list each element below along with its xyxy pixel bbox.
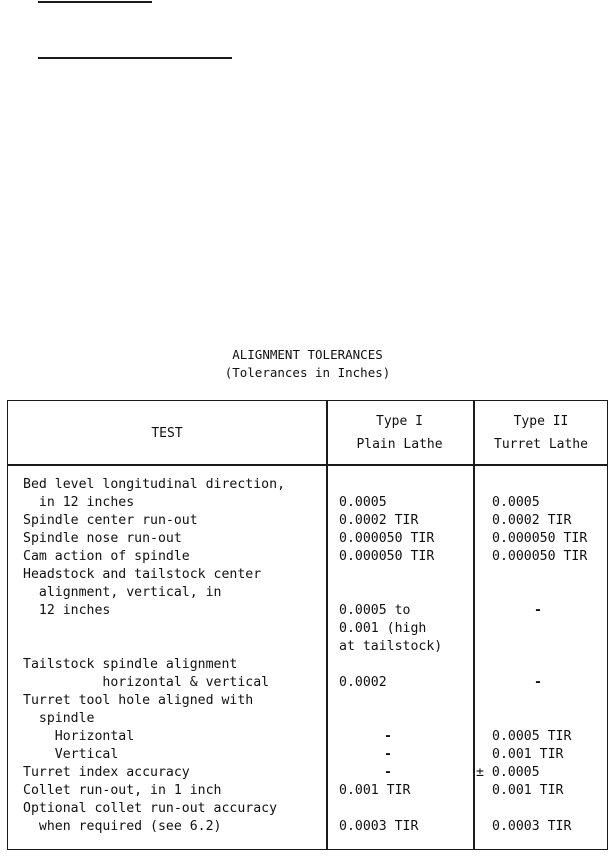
header-type2-sub: Turret Lathe [494, 437, 588, 452]
test-cell: Collet run-out, in 1 inch [23, 783, 222, 798]
test-cell: Optional collet run-out accuracy [23, 801, 278, 816]
type2-cell: - [534, 675, 542, 690]
type2-cell: - [534, 603, 542, 618]
type1-cell: 0.000050 TIR [339, 531, 435, 546]
test-cell: Spindle nose run-out [23, 531, 182, 546]
type2-cell: ± 0.0005 [476, 765, 540, 780]
test-cell: alignment, vertical, in [23, 585, 222, 600]
test-cell: horizontal & vertical [23, 675, 270, 690]
type1-cell: 0.0005 to [339, 603, 411, 618]
table-title: ALIGNMENT TOLERANCES [232, 347, 383, 362]
header-test: TEST [151, 426, 183, 441]
type1-cell: - [384, 729, 392, 744]
header-type1-sub: Plain Lathe [356, 437, 443, 452]
type1-cell: at tailstock) [339, 639, 443, 654]
type1-cell: 0.0002 [339, 675, 387, 690]
top-rule-1 [38, 1, 152, 3]
type1-cell: 0.0002 TIR [339, 513, 419, 528]
test-cell: 12 inches [23, 603, 111, 618]
type2-cell: 0.001 TIR [492, 783, 564, 798]
test-cell: when required (see 6.2) [23, 819, 222, 834]
type1-cell: 0.0003 TIR [339, 819, 419, 834]
header-divider [8, 464, 607, 466]
type2-cell: 0.0002 TIR [492, 513, 572, 528]
test-cell: Cam action of spindle [23, 549, 190, 564]
test-cell: Turret index accuracy [23, 765, 190, 780]
test-cell: Bed level longitudinal direction, [23, 477, 286, 492]
type1-cell: 0.0005 [339, 495, 387, 510]
header-type2: Type II [513, 414, 569, 429]
type2-cell: 0.0005 [492, 495, 540, 510]
test-cell: Tailstock spindle alignment [23, 657, 238, 672]
type1-cell: 0.001 TIR [339, 783, 411, 798]
type2-cell: 0.000050 TIR [492, 549, 588, 564]
type2-cell: 0.001 TIR [492, 747, 564, 762]
test-cell: spindle [23, 711, 95, 726]
type2-cell: 0.000050 TIR [492, 531, 588, 546]
table-subtitle: (Tolerances in Inches) [224, 365, 391, 380]
test-cell: Vertical [23, 747, 119, 762]
test-cell: Headstock and tailstock center [23, 567, 262, 582]
test-cell: Spindle center run-out [23, 513, 198, 528]
top-rule-2 [38, 57, 232, 59]
type1-cell: 0.000050 TIR [339, 549, 435, 564]
type1-cell: 0.001 (high [339, 621, 427, 636]
test-cell: Horizontal [23, 729, 135, 744]
type2-cell: 0.0005 TIR [492, 729, 572, 744]
tolerance-table [7, 400, 608, 850]
header-type1: Type I [376, 414, 423, 429]
type1-cell: - [384, 747, 392, 762]
column-divider-2 [473, 401, 475, 849]
test-cell: in 12 inches [23, 495, 135, 510]
type2-cell: 0.0003 TIR [492, 819, 572, 834]
column-divider-1 [326, 401, 328, 849]
type1-cell: - [384, 765, 392, 780]
test-cell: Turret tool hole aligned with [23, 693, 254, 708]
